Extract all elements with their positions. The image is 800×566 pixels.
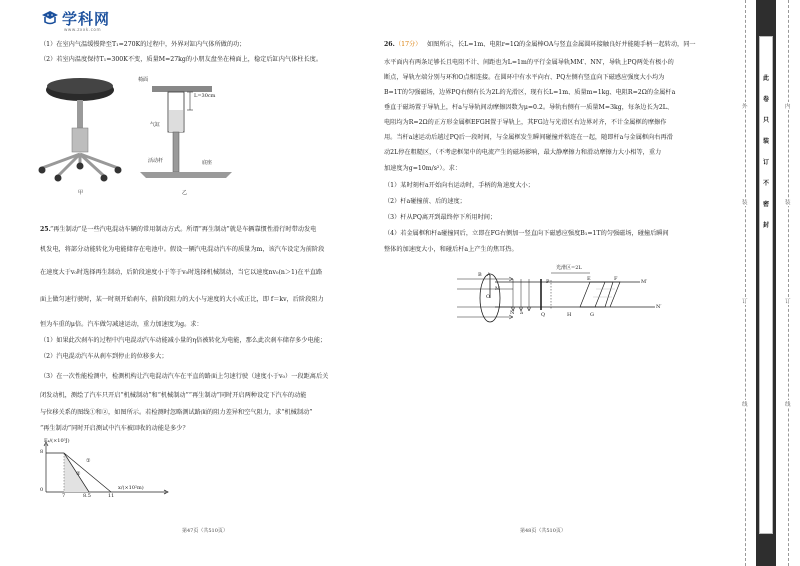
question-25-line: 面上做匀速行驶时，某一时刻开始刹车，前阶段阻力的大小与速度的大小成正比，即 f＝kv，后阶段阻力 xyxy=(40,296,324,303)
fig-label-seat: 椅面 xyxy=(138,77,149,83)
question-25-line: 恒为车重的μ倍。汽车做匀减速运动，重力加速度为g。求： xyxy=(40,321,203,328)
question-25-sub: 与位移关系的图线①和②，如图所示。若检测时忽略测试路面的阻力差异和空气阻力，求“机械制动” xyxy=(40,409,313,416)
binding-notice-char: 装 xyxy=(763,138,770,145)
fig-label-M-prime: M′ xyxy=(641,279,648,285)
binding-notice-char: 此 xyxy=(763,75,770,82)
question-26-line: 动2L停在粗糙区，（不考虑框架中的电流产生的磁场影响，最大静摩擦力和滑动摩擦力大小相等，重力 xyxy=(384,149,662,156)
question-26-line: 加速度为g=10m/s²）。求： xyxy=(384,165,462,172)
fig-label-A: A xyxy=(487,272,491,278)
binding-notice-char: 卷 xyxy=(763,96,770,103)
fig-label-G: G xyxy=(590,312,594,318)
question-26-line: 垂直于磁场置于导轨上，杆a与导轨间动摩擦因数为μ=0.2。导轨右侧有一质量M=3kg，每条边长为2L、 xyxy=(384,104,674,111)
logo-icon xyxy=(40,10,60,26)
binding-notice-char: 密 xyxy=(763,201,770,208)
binding-cut-line-inner xyxy=(788,0,789,566)
fig-label-piston: 活动杆 xyxy=(148,158,164,164)
question-25-line: 在速度大于v₀时选择再生制动，后阶段速度小于等于v₀时选择机械制动，当它以速度nv₀(n＞1)在平直路 xyxy=(40,269,323,276)
question-26-number: 26. xyxy=(384,41,395,48)
logo xyxy=(40,8,120,34)
chart-tick-x85: 8.5 xyxy=(83,493,91,499)
binding-notice-char: 封 xyxy=(763,222,770,229)
question-26-sub: （1）某时刻杆a开始向右运动时，手柄的角速度大小； xyxy=(384,182,534,189)
logo-subtitle: www.zxxk.com xyxy=(64,27,102,32)
binding-notice-char: 不 xyxy=(763,180,770,187)
binding-inner-label: 内 xyxy=(785,104,791,110)
fig-label-a: 甲 xyxy=(78,190,84,196)
fig-label-cylinder: 气缸 xyxy=(150,122,161,128)
question-prev-part-1: （1）在室内气温缓慢降至T₁=270K的过程中，外界对缸内气体所做的功； xyxy=(40,41,246,48)
fig-label-b: 乙 xyxy=(182,190,188,196)
chart-tick-x7: 7 xyxy=(62,493,66,499)
question-25-sub: （2）汽电混动汽车从刹车到停止的位移多大； xyxy=(40,353,168,360)
binding-outer-label: 线 xyxy=(742,402,748,408)
question-25-line: 机发电，将部分动能转化为电能储存在电池中。假设一辆汽电混动汽车的质量为m，该汽车设定为前阶段 xyxy=(40,246,325,253)
question-25-sub: （3）在一次性能检测中，检测机构让汽电混动汽车在平直的路面上匀速行驶（速度小于v₀）一段距离后关 xyxy=(40,373,329,380)
fig-label-base: 底座 xyxy=(202,160,213,166)
chart-tick-x11: 11 xyxy=(108,493,115,499)
question-26-sub: 整体的加速度大小，和碰后杆a上产生的焦耳热。 xyxy=(384,246,518,253)
fig-label-E: E xyxy=(587,276,591,282)
question-prev-part-2: （2）若室内温度保持T₁=300K不变，质量M=27kg的小朋友盘坐在椅面上，稳定后缸内气体柱长度。 xyxy=(40,56,323,63)
binding-notice-char: 只 xyxy=(763,117,770,124)
footer-left-page-number: 第47页（共510页） xyxy=(182,528,228,534)
question-26-sub: （3）杆从PQ离开到最终停下所用时间； xyxy=(384,214,497,221)
question-26-line: 断点，导轨左端分别与环和O点相连接。在圆环中有水平向右、PQ左侧有竖直向下磁感应强度大小均为 xyxy=(384,74,665,81)
fig-label-H: H xyxy=(567,312,572,318)
fig-label-length: L=30cm xyxy=(194,93,216,99)
question-25-sub: 闭发动机，测绘了汽车只开启“机械制动”和“机械制动”“再生制动”同时开启两种设定下汽车的动能 xyxy=(40,392,307,399)
binding-outer-label: 外 xyxy=(742,104,748,110)
fig-label-F: F xyxy=(614,276,618,282)
chart-tick-y8: 8 xyxy=(40,449,44,455)
chart-xlabel: x/(×10²m) xyxy=(118,485,144,491)
question-26-sub: （4）若金属框和杆a碰撞同后，立即在FG右侧加一竖直向下磁感应强度B₁=1T的匀强磁场，碰撞后瞬间 xyxy=(384,230,669,237)
stool-figure xyxy=(32,72,127,190)
chart-tick-y0: 0 xyxy=(40,487,44,493)
chart-series-label-2: ② xyxy=(76,471,81,477)
binding-outer-label: 装 xyxy=(742,200,748,206)
fig-label-Q: Q xyxy=(541,312,546,318)
question-26-score: （17分） xyxy=(395,41,422,48)
fig-label-a-rod: a xyxy=(520,310,523,316)
question-25-sub: （1）如果此次刹车的过程中汽电混动汽车动能减小量的η倍被转化为电能，那么此次刹车储存多少电能； xyxy=(40,337,327,344)
fig-label-smooth: 光滑区=2L xyxy=(556,265,582,271)
question-26-line: 电阻均为R=2Ω的正方形金属框EFGH置于导轨上，其FG边与光滑区右边界对齐，不计金属框的摩擦作 xyxy=(384,119,667,126)
chart-ylabel: Eₖ/(×10⁵J) xyxy=(44,438,70,444)
question-26-line: 水平面内有两条足够长且电阻不计、间距也为L=1m的平行金属导轨MM′、NN′，导轨上PQ两处有极小的 xyxy=(384,59,674,66)
binding-cut-line-outer xyxy=(745,0,746,566)
footer-right-page-number: 第48页（共510页） xyxy=(520,528,566,534)
question-26-line: 如图所示，长L=1m、电阻r=1Ω的金属棒OA与竖直金属圆环接触良好并能随手柄一起转动，同一 xyxy=(427,41,696,48)
binding-inner-label: 订 xyxy=(785,299,791,305)
binding-notice-box xyxy=(759,36,773,534)
fig-label-N-prime: N′ xyxy=(656,304,662,310)
chart-series-label-1: ① xyxy=(86,458,91,464)
fig-label-O: O xyxy=(486,294,491,300)
binding-inner-label: 线 xyxy=(785,402,791,408)
fig-label-N: N xyxy=(510,310,515,316)
ek-x-chart xyxy=(36,440,176,502)
fig-label-M: M xyxy=(495,286,501,292)
question-26-line: B=1T的匀强磁场，边界PQ右侧有长为2L的光滑区，现有长L=1m、质量m=1kg、电阻R=2Ω的金属杆a xyxy=(384,89,676,96)
fig-label-B: B xyxy=(478,272,482,278)
binding-notice-char: 订 xyxy=(763,159,770,166)
question-26-sub: （2）杆a碰撞前、后的速度； xyxy=(384,198,466,205)
binding-outer-label: 订 xyxy=(742,299,748,305)
question-25-line: “再生制动”是一些汽电混动车辆的常用制动方式。所谓“再生制动”就是车辆靠惯性滑行时带动发电 xyxy=(50,226,317,233)
fig-label-P: P xyxy=(546,279,550,285)
cylinder-figure xyxy=(130,78,245,193)
binding-inner-label: 装 xyxy=(785,200,791,206)
question-25-sub: “再生制动”同时开启测试中汽车被回收的动能是多少？ xyxy=(40,425,189,432)
logo-title: 学科网 xyxy=(62,10,111,28)
question-26-line: 用。当杆a速运动后越过PQ后一段时间，与金属框发生瞬间碰撞并粘连在一起，随即杆a与金属框向右再滑 xyxy=(384,134,673,141)
question-25-number: 25. xyxy=(40,226,51,233)
